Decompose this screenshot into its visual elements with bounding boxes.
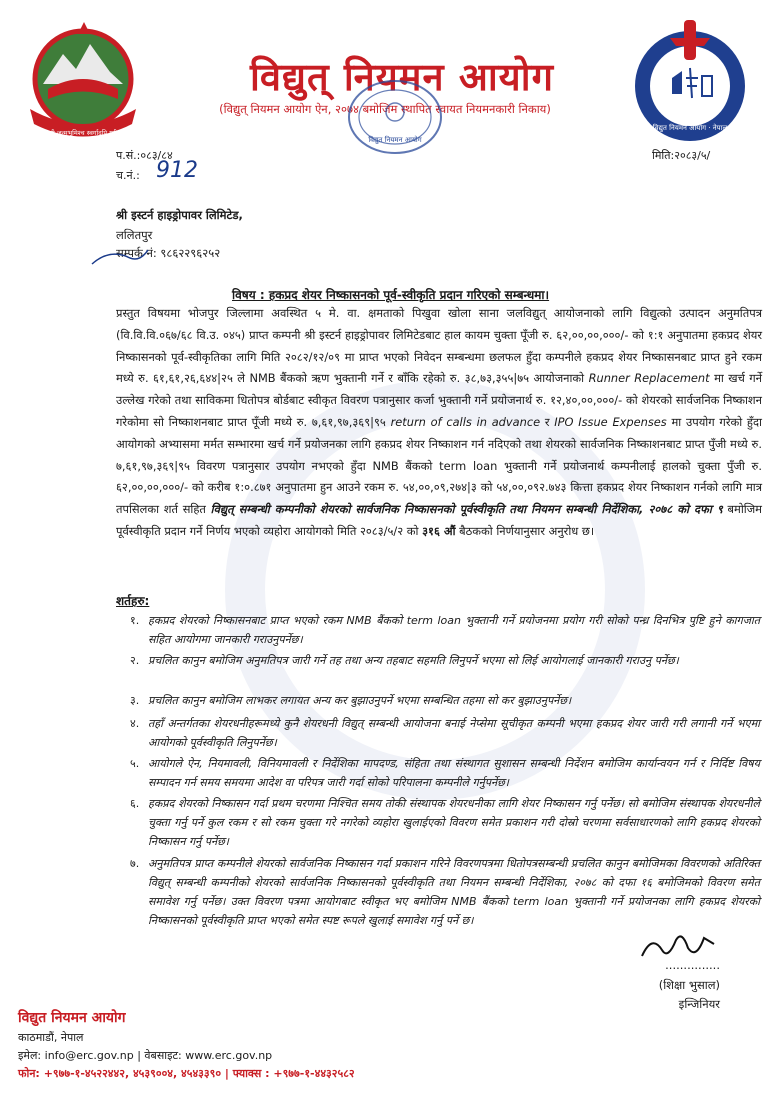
signatory-designation: इन्जिनियर (678, 997, 720, 1011)
nepal-emblem-logo (18, 14, 148, 144)
condition-number: ५. (130, 757, 140, 770)
condition-item: प्रचलित कानुन बमोजिम अनुमतिपत्र जारी गर्ने तह तथा अन्य तहबाट सहमति लिनुपर्ने भएमा सो लिई आयोगलाई जानकारी गराउनु पर्नेछ। (148, 654, 679, 667)
condition-item: हकप्रद शेयरको निष्कासनबाट प्राप्त भएको रकम NMB बैंकको term loan भुक्तानी गर्ने प्रयोजनमा प्रयोग गरी सोको पन्ध्र दिनभित्र पुष्टि हुने कागजात सहित आयोगमा जानकारी गराउनुपर्नेछ। (148, 614, 760, 646)
recipient-location: ललितपुर (116, 228, 153, 242)
signatory-name: (शिक्षा भुसाल) (658, 978, 720, 992)
footer-org-name: विद्युत नियमन आयोग (18, 1010, 126, 1026)
footer-email: info@erc.gov.np (44, 1049, 134, 1062)
emblem-motto: जननी जन्मभूमिश्च स्वर्गादपि गरीयसी (41, 129, 127, 137)
condition-item: आयोगले ऐन, नियमावली, विनियमावली र निर्देशिका मापदण्ड, संहिता तथा संस्थागत सुशासन सम्बन्धी निर्देशन बमोजिम कार्यान्वयन गर्न र निर्दिष्ट विषय सम्पादन गर्न समय समयमा आदेश वा परिपत्र जारी गर्दा सोको परिपालना कम्पनीले गर्नुपर्नेछ। (148, 757, 760, 789)
condition-number: ४. (130, 717, 140, 730)
letter-ps: प.सं.:०८३/८४ (116, 149, 173, 162)
conditions-heading: शर्तहरु: (116, 594, 150, 608)
footer-contact-line: इमेल: info@erc.gov.np | वेबसाइट: www.erc.gov.np (18, 1049, 273, 1062)
letter-subject: विषय : हकप्रद शेयर निष्कासनको पूर्व-स्वीकृति प्रदान गरिएको सम्बन्धमा। (232, 288, 550, 302)
letter-date: मिति:२०८३/५/ (652, 149, 711, 162)
footer-location: काठमाडौं, नेपाल (18, 1031, 84, 1044)
office-stamp (345, 78, 445, 156)
stamp-text: विद्युत नियमन आयोग (368, 136, 422, 144)
signature-dots: ............... (665, 958, 720, 972)
letter-cn-label: च.नं.: (116, 169, 140, 182)
erc-logo-text: विद्युत नियमन आयोग · नेपाल (652, 124, 728, 132)
condition-item: प्रचलित कानुन बमोजिम लाभकर लगायत अन्य कर बुझाउनुपर्ने भएमा सम्बन्धित तहमा सो कर बुझाउनुपर्नेछ। (148, 694, 572, 707)
handwritten-mark (90, 244, 150, 268)
condition-item: तहाँ अन्तर्गतका शेयरधनीहरूमध्ये कुनै शेयरधनी विद्युत् सम्बन्धी आयोजना बनाई नेप्सेमा सूचीकृत कम्पनी भएमा हकप्रद शेयर जारी गरी लगानी गर्ने भएमा आयोगको पूर्वस्वीकृति लिनुपर्नेछ। (148, 717, 760, 749)
condition-item: हकप्रद शेयरको निष्कासन गर्दा प्रथम चरणमा निश्चित समय तोकी संस्थापक शेयरधनीका लागि शेयर निष्कासन गर्नु पर्नेछ। सो बमोजिम संस्थापक शेयरधनीले चुक्ता गर्नु पर्ने कुल रकम र सो रकम चुक्ता गरे नगरेको व्यहोरा खुलाईएको विवरण समेत प्रकाशन गरी दोस्रो चरणमा सर्वसाधारणको लागि हकप्रद शेयरको निष्कासन गर्नु पर्नेछ। (148, 797, 760, 848)
footer-phone-line: फोन: +९७७-१-४५२२४४२, ४५३९००४, ४५४३३९० | फ्याक्स : +९७७-१-४४३२५८२ (18, 1067, 355, 1080)
footer-website: www.erc.gov.np (185, 1049, 273, 1062)
condition-number: ३. (130, 694, 140, 707)
letter-body: प्रस्तुत विषयमा भोजपुर जिल्लामा अवस्थित ५ मे. वा. क्षमताको पिखुवा खोला साना जलविद्युत् आयोजनाको लागि विद्युत्को उत्पादन अनुमतिपत्र (वि.वि.वि.०६७/६८ वि.उ. ०४५) प्राप्त कम्पनी श्री इस्टर्न हाइड्रोपावर लिमिटेडबाट हाल कायम चुक्ता पूँजी रु. ६२,००,००,०००/- को १:१ अनुपातमा हकप्रद शेयर निष्कासनको पूर्व-स्वीकृतिका लागि मिति २०८२/१२/०९ मा प्राप्त भएको निवेदन सम्बन्धमा छलफल हुँदा कम्पनीले हकप्रद शेयर निष्कासनबाट प्राप्त हुने रकम मध्ये रु. ६१,६१,२६,६४४|२५ ले NMB बैंकको ऋण भुक्तानी गर्ने र बाँकि रहेको रु. ३८,७३,३५५|७५ आयोजनाको Runner Replacement मा खर्च गर्ने उल्लेख गरेको तथा साविकमा धितोपत्र बोर्डबाट स्वीकृत विवरण पत्रानुसार कर्जा भुक्तानी गर्ने प्रयोजनार्थ रु. १२,४०,००,०००/- को शेयरको सार्वजनिक निष्काशन गरेकोमा सो निष्काशनबाट प्राप्त पूँजी मध्ये रु. ७,६१,९७,३६९|९५ return of calls in advance र IPO Issue Expenses मा उपयोग गरेको हुँदा आयोगको अभ्यासमा मर्मत सम्भारमा खर्च गर्ने प्रयोजनका लागि हकप्रद शेयर निष्काशन गर्न नदिएको तथा शेयरको सार्वजनिक निष्काशनबाट प्राप्त पुँजी मध्ये रु. ७,६१,९७,३६९|९५ विवरण पत्रानुसार उपयोग नभएको हुँदा NMB बैंकको term loan भुक्तानी गर्ने प्रयोजनार्थ कम्पनीलाई हालको चुक्ता पुँजी रु. ६२,००,००,०००/- को करीब १:०.८७१ अनुपातमा हुन आउने रकम रु. ५४,००,०९,२७४|३ को ५४,००,०९२.७४३ कित्ता हकप्रद शेयर निष्काशन गर्नको लागि मात्र तपसिलका शर्त सहित विद्युत् सम्बन्धी कम्पनीको शेयरको सार्वजनिक निष्कासनको पूर्वस्वीकृति तथा नियमन सम्बन्धी निर्देशिका, २०७८ को दफा ९ बमोजिम पूर्वस्वीकृति प्रदान गर्ने निर्णय भएको व्यहोरा आयोगको मिति २०८३/५/२ को ३१६ औं बैठकको निर्णयानुसार अनुरोध छ। (116, 306, 762, 538)
condition-number: २. (130, 654, 140, 667)
recipient-contact: सम्पर्क नं: ९८६२२९६२५२ (116, 246, 221, 260)
condition-item: अनुमतिपत्र प्राप्त कम्पनीले शेयरको सार्वजनिक निष्कासन गर्दा प्रकाशन गरिने विवरणपत्रमा धितोपत्रसम्बन्धी प्रचलित कानुन बमोजिमका विवरणको अतिरिक्त विद्युत् सम्बन्धी कम्पनीको शेयरको सार्वजनिक निष्कासनको पूर्वस्वीकृति तथा नियमन सम्बन्धी निर्देशिका, २०७८ को दफा १६ बमोजिमको विवरण समेत समावेश गर्नु पर्नेछ। उक्त विवरण पत्रमा आयोगबाट स्वीकृत भए बमोजिम NMB बैंकको term loan भुक्तानी गर्ने प्रयोजनका लागि हकप्रद शेयरको निष्कासनको पूर्वस्वीकृति प्राप्त भएको समेत स्पष्ट रूपले खुलाई समावेश गर्नु पर्ने छ। (148, 857, 760, 927)
condition-number: ७. (130, 857, 140, 870)
recipient-name: श्री इस्टर्न हाइड्रोपावर लिमिटेड, (116, 208, 243, 222)
condition-number: १. (130, 614, 140, 627)
condition-number: ६. (130, 797, 140, 810)
letter-cn-handwritten: 912 (156, 158, 198, 183)
erc-logo (630, 16, 750, 146)
header-subtitle: (विद्युत् नियमन आयोग ऐन, २०७४ बमोजिम स्थापित स्वायत नियमनकारी निकाय) (219, 102, 551, 116)
header-title: विद्युत् नियमन आयोग (250, 55, 554, 99)
